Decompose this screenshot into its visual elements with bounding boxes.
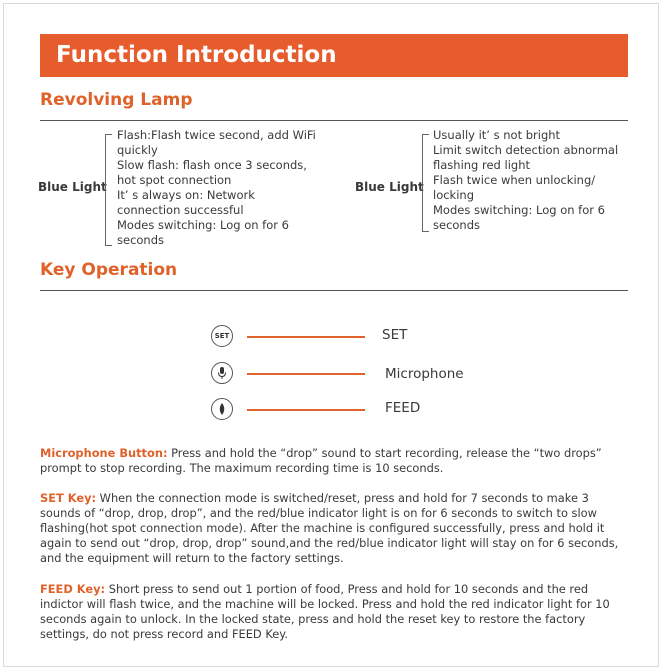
- left-bracket: [105, 134, 112, 246]
- lamp-line: Limit switch detection abnormal: [433, 143, 619, 157]
- feed-key-description: [40, 582, 630, 642]
- microphone-icon: [211, 362, 233, 384]
- lamp-line: Slow flash: flash once 3 seconds,: [117, 158, 307, 172]
- key-operation-title: Key Operation: [40, 260, 178, 280]
- divider: [40, 120, 628, 121]
- set-key-label: SET: [382, 327, 408, 343]
- lamp-line: quickly: [117, 143, 158, 157]
- left-lamp-label: Blue Light: [38, 180, 107, 194]
- microphone-button-text: Press and hold the “drop” sound to start recording, release the “two drops” prompt to stop recording. The maximum recording time is 10 seconds.: [40, 446, 602, 475]
- set-key-lead: SET Key:: [40, 491, 97, 505]
- revolving-lamp-title: Revolving Lamp: [40, 90, 193, 110]
- page-title: Function Introduction: [40, 34, 628, 77]
- right-lamp-description: [433, 128, 643, 233]
- microphone-key-line: [247, 373, 365, 375]
- set-key-line: [247, 336, 365, 338]
- set-key-text: When the connection mode is switched/reset, press and hold for 7 seconds to make 3 sounds of “drop, drop, drop”, and the red/blue indicator light is on for 6 seconds to switch to slow flashing(hot spot connection mode). After the machine is configured successfully, press and hold it again to send out “drop, drop, drop” sound,and the red/blue indicator light will stay on for 6 seconds, and the equipment will return to the factory settings.: [40, 491, 619, 565]
- microphone-key-label: Microphone: [385, 366, 464, 382]
- lamp-line: connection successful: [117, 203, 244, 217]
- lamp-line: Flash twice when unlocking/: [433, 173, 596, 187]
- lamp-line: seconds: [117, 233, 165, 247]
- set-key-description: [40, 491, 630, 566]
- right-lamp-label: Blue Light: [355, 180, 424, 194]
- left-lamp-description: [117, 128, 347, 248]
- microphone-button-lead: Microphone Button:: [40, 446, 168, 460]
- right-bracket: [422, 134, 429, 232]
- lamp-line: locking: [433, 188, 474, 202]
- feed-icon: [211, 398, 233, 420]
- feed-key-line: [247, 409, 365, 411]
- set-icon: SET: [211, 325, 233, 347]
- lamp-line: It’ s always on: Network: [117, 188, 255, 202]
- lamp-line: flashing red light: [433, 158, 531, 172]
- lamp-line: Usually it’ s not bright: [433, 128, 561, 142]
- lamp-line: hot spot connection: [117, 173, 232, 187]
- feed-key-text: Short press to send out 1 portion of food, Press and hold for 10 seconds and the red indictor will flash twice, and the machine will be locked. Press and hold the red indicator light for 10 seconds again to unlock. In the locked state, press and hold the reset key to restore the factory settings, do not press record and FEED Key.: [40, 582, 610, 641]
- lamp-line: Modes switching: Log on for 6: [433, 203, 605, 217]
- feed-key-label: FEED: [385, 400, 421, 416]
- microphone-button-description: [40, 446, 630, 476]
- feed-key-lead: FEED Key:: [40, 582, 106, 596]
- lamp-line: Flash:Flash twice second, add WiFi: [117, 128, 316, 142]
- lamp-line: Modes switching: Log on for 6: [117, 218, 289, 232]
- divider: [40, 290, 628, 291]
- lamp-line: seconds: [433, 218, 481, 232]
